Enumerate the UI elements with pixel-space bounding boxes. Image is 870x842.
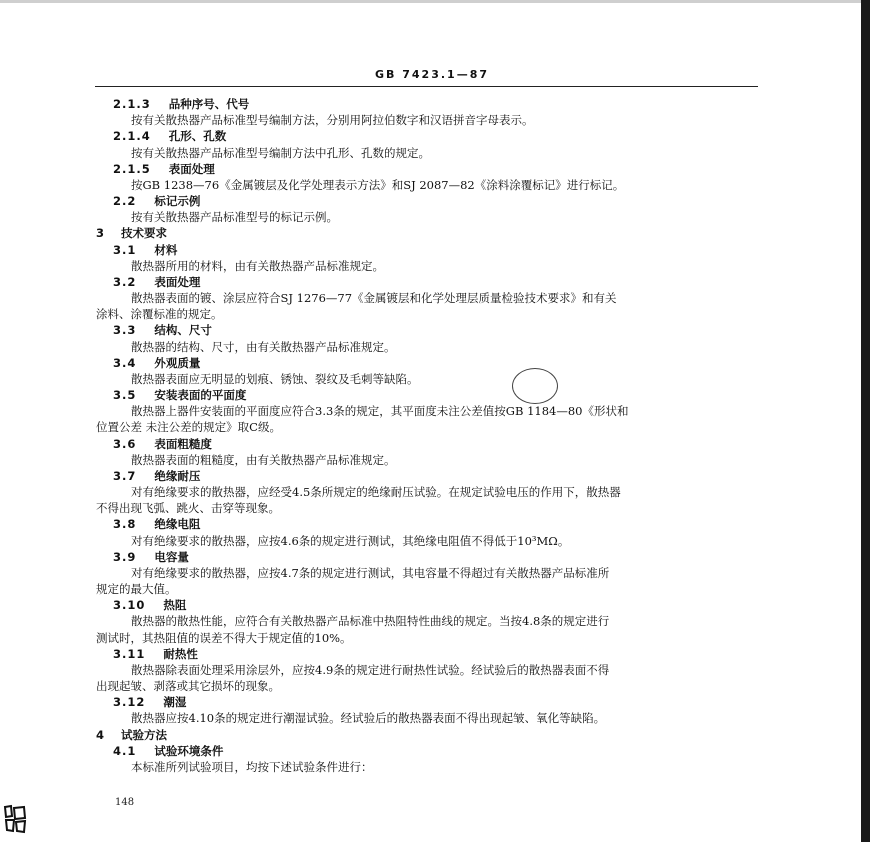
section-title: 表面处理 [154, 275, 201, 289]
section-title: 绝缘电阻 [154, 517, 201, 531]
scan-right-edge [861, 0, 870, 842]
section-heading [113, 275, 200, 289]
section-number: 3.5 [113, 388, 137, 402]
section-heading [113, 695, 186, 709]
section-heading [113, 97, 249, 111]
paragraph-line: 散热器所用的材料，由有关散热器产品标准规定。 [131, 259, 384, 273]
paragraph-line: 散热器应按4.10条的规定进行潮湿试验。经试验后的散热器表面不得出现起皱、氧化等缺陷。 [131, 711, 606, 725]
section-number: 3.6 [113, 437, 137, 451]
section-heading [113, 517, 200, 531]
section-title: 表面粗糙度 [154, 437, 212, 451]
section-title: 技术要求 [121, 226, 168, 240]
section-number: 4.1 [113, 744, 137, 758]
paragraph-line: 散热器的结构、尺寸，由有关散热器产品标准规定。 [131, 340, 396, 354]
section-number: 3.1 [113, 243, 137, 257]
section-title: 孔形、孔数 [168, 129, 227, 143]
section-heading [113, 323, 212, 337]
section-title: 试验环境条件 [154, 744, 224, 758]
section-number: 3.8 [113, 517, 137, 531]
section-heading [113, 550, 189, 564]
paragraph-line: 散热器表面的镀、涂层应符合SJ 1276—77《金属镀层和化学处理层质量检验技术要求》和有关 [131, 291, 617, 305]
section-heading [113, 744, 223, 758]
section-number: 3.9 [113, 550, 137, 564]
section-heading [113, 388, 246, 402]
section-title: 结构、尺寸 [154, 323, 212, 337]
hand-drawn-circle-mark [512, 368, 558, 404]
paragraph-line: 按有关散热器产品标准型号编制方法，分别用阿拉伯数字和汉语拼音字母表示。 [131, 113, 534, 127]
section-heading [96, 226, 167, 240]
section-title: 试验方法 [121, 728, 168, 742]
section-number: 2.2 [113, 194, 137, 208]
section-title: 品种序号、代号 [168, 97, 250, 111]
paragraph-line: 按有关散热器产品标准型号编制方法中孔形、孔数的规定。 [131, 146, 430, 160]
section-number: 3.10 [113, 598, 146, 612]
section-title: 外观质量 [154, 356, 201, 370]
section-heading [113, 356, 200, 370]
section-heading [113, 129, 226, 143]
paragraph-line: 不得出现飞弧、跳火、击穿等现象。 [96, 501, 280, 515]
paragraph-line: 散热器除表面处理采用涂层外，应按4.9条的规定进行耐热性试验。经试验后的散热器表面不得 [131, 663, 610, 677]
paragraph-line: 测试时，其热阻值的误差不得大于规定值的10%。 [96, 631, 352, 645]
section-title: 标记示例 [154, 194, 201, 208]
section-number: 4 [96, 728, 106, 742]
section-heading [113, 437, 212, 451]
section-heading [113, 243, 177, 257]
section-number: 3.3 [113, 323, 137, 337]
paragraph-line: 位置公差 未注公差的规定》取C级。 [96, 420, 281, 434]
page-number: 148 [115, 797, 135, 808]
section-title: 热阻 [163, 598, 187, 612]
paragraph-line: 涂料、涂覆标准的规定。 [96, 307, 223, 321]
section-number: 2.1.5 [113, 162, 151, 176]
section-number: 3.11 [113, 647, 146, 661]
section-title: 潮湿 [163, 695, 187, 709]
section-number: 3.12 [113, 695, 146, 709]
paragraph-line: 对有绝缘要求的散热器，应按4.7条的规定进行测试，其电容量不得超过有关散热器产品标准所 [131, 566, 610, 580]
section-heading [113, 162, 215, 176]
standard-number-header: GB 7423.1—87 [375, 68, 489, 81]
section-heading [96, 728, 167, 742]
paragraph-line: 对有绝缘要求的散热器，应按4.6条的规定进行测试，其绝缘电阻值不得低于10³MΩ。 [131, 534, 570, 548]
section-title: 材料 [154, 243, 178, 257]
section-title: 耐热性 [163, 647, 198, 661]
section-title: 表面处理 [168, 162, 215, 176]
section-number: 3.7 [113, 469, 137, 483]
paragraph-line: 按GB 1238—76《金属镀层及化学处理表示方法》和SJ 2087—82《涂料涂覆标记》进行标记。 [131, 178, 625, 192]
section-heading [113, 469, 200, 483]
header-rule [95, 86, 758, 87]
section-heading [113, 598, 186, 612]
section-title: 安装表面的平面度 [154, 388, 247, 402]
paragraph-line: 本标准所列试验项目，均按下述试验条件进行： [131, 760, 373, 774]
section-heading [113, 647, 198, 661]
paragraph-line: 散热器表面应无明显的划痕、锈蚀、裂纹及毛刺等缺陷。 [131, 372, 419, 386]
section-number: 3.2 [113, 275, 137, 289]
paragraph-line: 对有绝缘要求的散热器，应经受4.5条所规定的绝缘耐压试验。在规定试验电压的作用下，散热器 [131, 485, 621, 499]
paragraph-line: 散热器表面的粗糙度，由有关散热器产品标准规定。 [131, 453, 396, 467]
section-number: 2.1.4 [113, 129, 151, 143]
section-number: 3 [96, 226, 106, 240]
paragraph-line: 散热器的散热性能，应符合有关散热器产品标准中热阻特性曲线的规定。当按4.8条的规定进行 [131, 614, 610, 628]
section-title: 绝缘耐压 [154, 469, 201, 483]
stamp-mark-icon [2, 804, 28, 834]
section-number: 3.4 [113, 356, 137, 370]
section-number: 2.1.3 [113, 97, 151, 111]
paragraph-line: 规定的最大值。 [96, 582, 177, 596]
section-title: 电容量 [154, 550, 189, 564]
paragraph-line: 出现起皱、剥落或其它损坏的现象。 [96, 679, 280, 693]
paragraph-line: 散热器上器件安装面的平面度应符合3.3条的规定，其平面度未注公差值按GB 1184—80《形状和 [131, 404, 629, 418]
scan-top-edge [0, 0, 870, 3]
paragraph-line: 按有关散热器产品标准型号的标记示例。 [131, 210, 338, 224]
section-heading [113, 194, 200, 208]
